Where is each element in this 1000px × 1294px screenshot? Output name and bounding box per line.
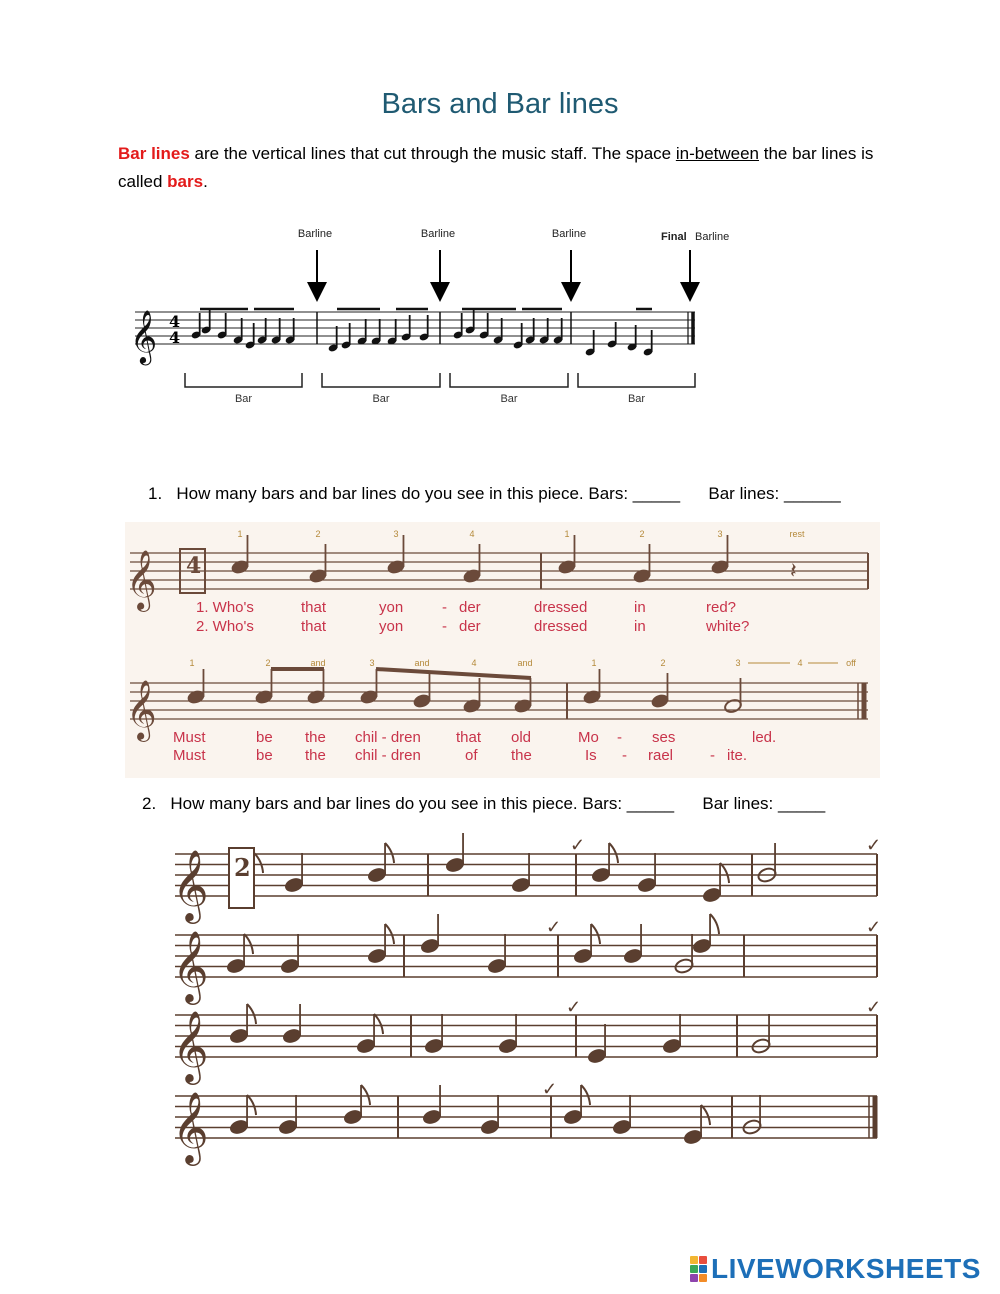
count-label: 4 [469,529,475,539]
lyric-word: der [459,618,481,635]
question-1-barlines-blank[interactable]: ______ [783,484,841,503]
question-2-barlines-label: Bar lines: [702,794,778,813]
note-flag [591,924,600,944]
time-signature-top: 4 [169,312,181,331]
barline-label: Barline [297,228,333,240]
count-label: 4 [797,658,803,668]
note-flag [254,853,263,873]
treble-clef-icon: 𝄞 [126,550,157,610]
count-label: 4 [471,658,477,668]
treble-clef-icon: 𝄞 [126,680,157,740]
treble-clef-icon: 𝄞 [172,929,209,1002]
lyric-word: old [511,729,532,746]
count-label: off [846,658,856,668]
question-1-text: How many bars and bar lines do you see in this piece. Bars: [176,484,633,503]
count-label: 1 [564,529,570,539]
count-label: 3 [393,529,399,539]
note-flag [247,1004,256,1024]
song-1-score [125,522,880,778]
lyric-word: - [622,747,627,764]
question-1-bars-blank[interactable]: _____ [632,484,681,503]
lyric-word: that [301,599,327,616]
check-mark-icon: ✓ [866,835,882,855]
count-label: 2 [639,529,645,539]
bar-bracket [185,373,302,387]
lyric-word: in [634,599,646,616]
lyric-word: Mo [578,729,599,746]
count-label: 1 [189,658,195,668]
intro-text-1: are the vertical lines that cut through the music staff. The space [189,144,676,163]
lyric-word: the [305,729,326,746]
check-mark-icon: ✓ [866,917,882,937]
count-label: 1 [237,529,243,539]
lyric-word: white? [706,618,750,635]
count-label: 2 [265,658,271,668]
treble-clef-icon: 𝄞 [172,1090,209,1163]
term-bar-lines: Bar lines [118,144,190,163]
barline-label: Barline [420,228,456,240]
intro-text-3: . [203,172,208,191]
lyric-word: rael [648,747,674,764]
count-label: 3 [735,658,741,668]
bar-label: Bar [627,393,646,405]
lyric-word: chil - dren [355,729,421,746]
lyric-word: - [617,729,622,746]
term-bars: bars [167,172,204,191]
lyric-word: Must [173,747,206,764]
check-mark-icon: ✓ [866,997,882,1017]
lyric-word: - [710,747,715,764]
lyric-word: dressed [534,618,588,635]
liveworksheets-logo [690,1252,981,1286]
question-2-barlines-blank[interactable]: _____ [777,794,826,813]
lyric-word: be [256,747,273,764]
lyric-word: red? [706,599,737,616]
lyric-word: of [465,747,478,764]
lyric-word: chil - dren [355,747,421,764]
question-1-barlines-label: Bar lines: [708,484,784,503]
bar-label: Bar [234,393,253,405]
term-in-between: in-between [675,144,760,163]
lyric-word: - [442,618,447,635]
page-title: Bars and Bar lines [381,88,619,120]
note-flag [385,843,394,863]
time-signature-bottom: 4 [169,328,181,347]
lyric-word: yon [379,618,404,635]
count-label: and [517,658,533,668]
note-flag [361,1085,370,1105]
count-label: 3 [369,658,375,668]
lyric-word: that [456,729,482,746]
note-flag [701,1105,710,1125]
logo-text: LIVEWORKSHEETS [711,1253,981,1284]
lyric-word: der [459,599,481,616]
note-flag [581,1085,590,1105]
treble-clef-icon: 𝄞 [130,309,158,363]
lyric-word: Must [173,729,206,746]
count-label: rest [789,529,805,539]
lyric-word: ite. [727,747,748,764]
count-label: 1 [591,658,597,668]
lyric-word: led. [752,729,777,746]
count-label: 2 [660,658,666,668]
count-label: 3 [717,529,723,539]
count-label: and [414,658,430,668]
question-2-bars-blank[interactable]: _____ [626,794,675,813]
treble-clef-icon: 𝄞 [172,1009,209,1082]
logo-mark [690,1256,707,1282]
barline-label: Barline [695,231,730,243]
lyric-word: be [256,729,273,746]
check-mark-icon: ✓ [546,917,562,937]
final-label: Final [661,231,687,243]
rest-icon: 𝄽 [790,558,797,583]
bar-bracket [578,373,695,387]
bar-label: Bar [372,393,390,405]
barline-diagram [130,228,729,405]
barline-label: Barline [551,228,587,240]
time-signature: 2 [234,853,251,882]
count-label: and [310,658,326,668]
lyric-word: 1. Who's [196,599,254,616]
note-flag [374,1014,383,1034]
count-label: 2 [315,529,321,539]
song-2-score [172,833,881,1166]
bar-bracket [322,373,440,387]
note-flag [609,843,618,863]
note-flag [244,934,253,954]
lyric-word: in [634,618,646,635]
lyric-word: ses [652,729,676,746]
lyric-word: Is [585,747,597,764]
lyric-word: dressed [534,599,588,616]
intro-text-2: the bar lines is called [118,144,874,191]
time-signature: 4 [186,553,202,579]
question-2-text: How many bars and bar lines do you see in this piece. Bars: [170,794,627,813]
treble-clef-icon: 𝄞 [172,848,209,921]
check-mark-icon: ✓ [566,997,582,1017]
question-1-number: 1. [148,484,163,503]
lyric-word: 2. Who's [196,618,254,635]
check-mark-icon: ✓ [542,1079,558,1099]
note-flag [247,1095,256,1115]
check-mark-icon: ✓ [570,835,586,855]
lyric-word: yon [379,599,404,616]
bar-label: Bar [500,393,518,405]
lyric-word: that [301,618,327,635]
bar-bracket [450,373,568,387]
note-flag [385,924,394,944]
lyric-word: - [442,599,447,616]
question-2-number: 2. [142,794,157,813]
note-flag [720,863,729,883]
note-flag [710,914,719,934]
lyric-word: the [305,747,326,764]
lyric-word: the [511,747,532,764]
